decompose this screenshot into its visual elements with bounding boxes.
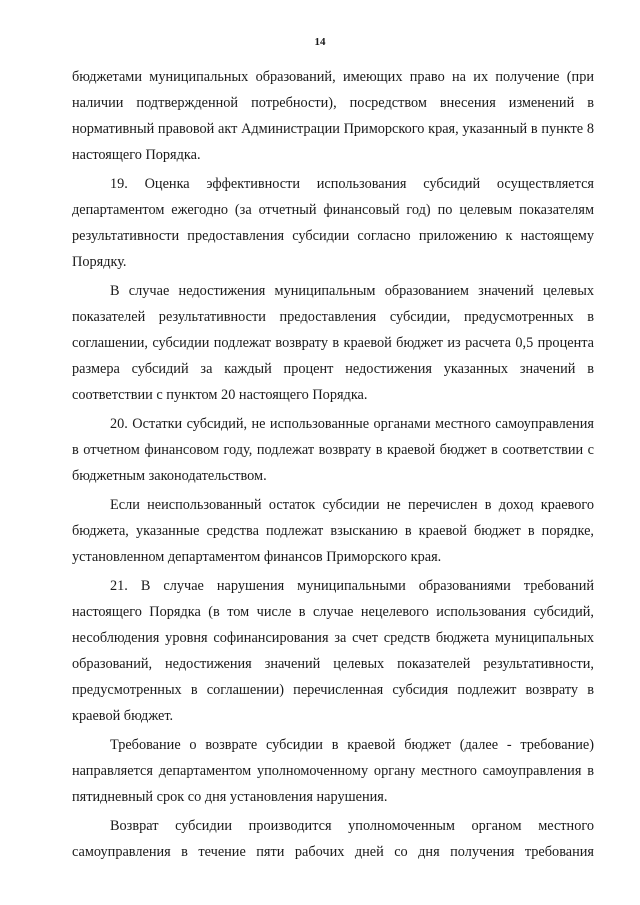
paragraph-20-recovery: Если неиспользованный остаток субсидии не перечислен в доход краевого бюджета, указанные средства подлежат взысканию в краевой бюджет в порядке, установленном департаментом финансов Приморского края. bbox=[72, 497, 594, 565]
paragraph-21-return: Возврат субсидии производится уполномоченным органом местного самоуправления в течение пяти рабочих дней со дня получения требования bbox=[72, 818, 594, 860]
paragraph-19: 19. Оценка эффективности использования субсидий осуществляется департаментом ежегодно (за отчетный финансовый год) по целевым показателям результативности предоставления субсидии согласно приложению к настоящему Порядку. bbox=[72, 176, 594, 270]
paragraph-continuation: бюджетами муниципальных образований, имеющих право на их получение (при наличии подтвержденной потребности), посредством внесения изменений в нормативный правовой акт Администрации Приморского края, указанный в пункте 8 настоящего Порядка. bbox=[72, 69, 594, 163]
paragraph-21: 21. В случае нарушения муниципальными образованиями требований настоящего Порядка (в том числе в случае нецелевого использования субсидий, несоблюдения уровня софинансирования за счет средств бюджета муниципальных образований, недостижения значений целевых показателей результативности, предусмотренных в соглашении) перечисленная субсидия подлежит возврату в краевой бюджет. bbox=[72, 578, 594, 724]
paragraph-21-requirement: Требование о возврате субсидии в краевой бюджет (далее - требование) направляется департаментом уполномоченному органу местного самоуправления в пятидневный срок со дня установления нарушения. bbox=[72, 737, 594, 805]
paragraph-20: 20. Остатки субсидий, не использованные органами местного самоуправления в отчетном финансовом году, подлежат возврату в краевой бюджет в соответствии с бюджетным законодательством. bbox=[72, 416, 594, 484]
document-body bbox=[72, 64, 594, 865]
paragraph-19-penalty: В случае недостижения муниципальным образованием значений целевых показателей результативности предоставления субсидии, предусмотренных в соглашении, субсидии подлежат возврату в краевой бюджет из расчета 0,5 процента размера субсидий за каждый процент недостижения указанных значений в соответствии с пунктом 20 настоящего Порядка. bbox=[72, 283, 594, 403]
page-number: 14 bbox=[314, 36, 326, 48]
